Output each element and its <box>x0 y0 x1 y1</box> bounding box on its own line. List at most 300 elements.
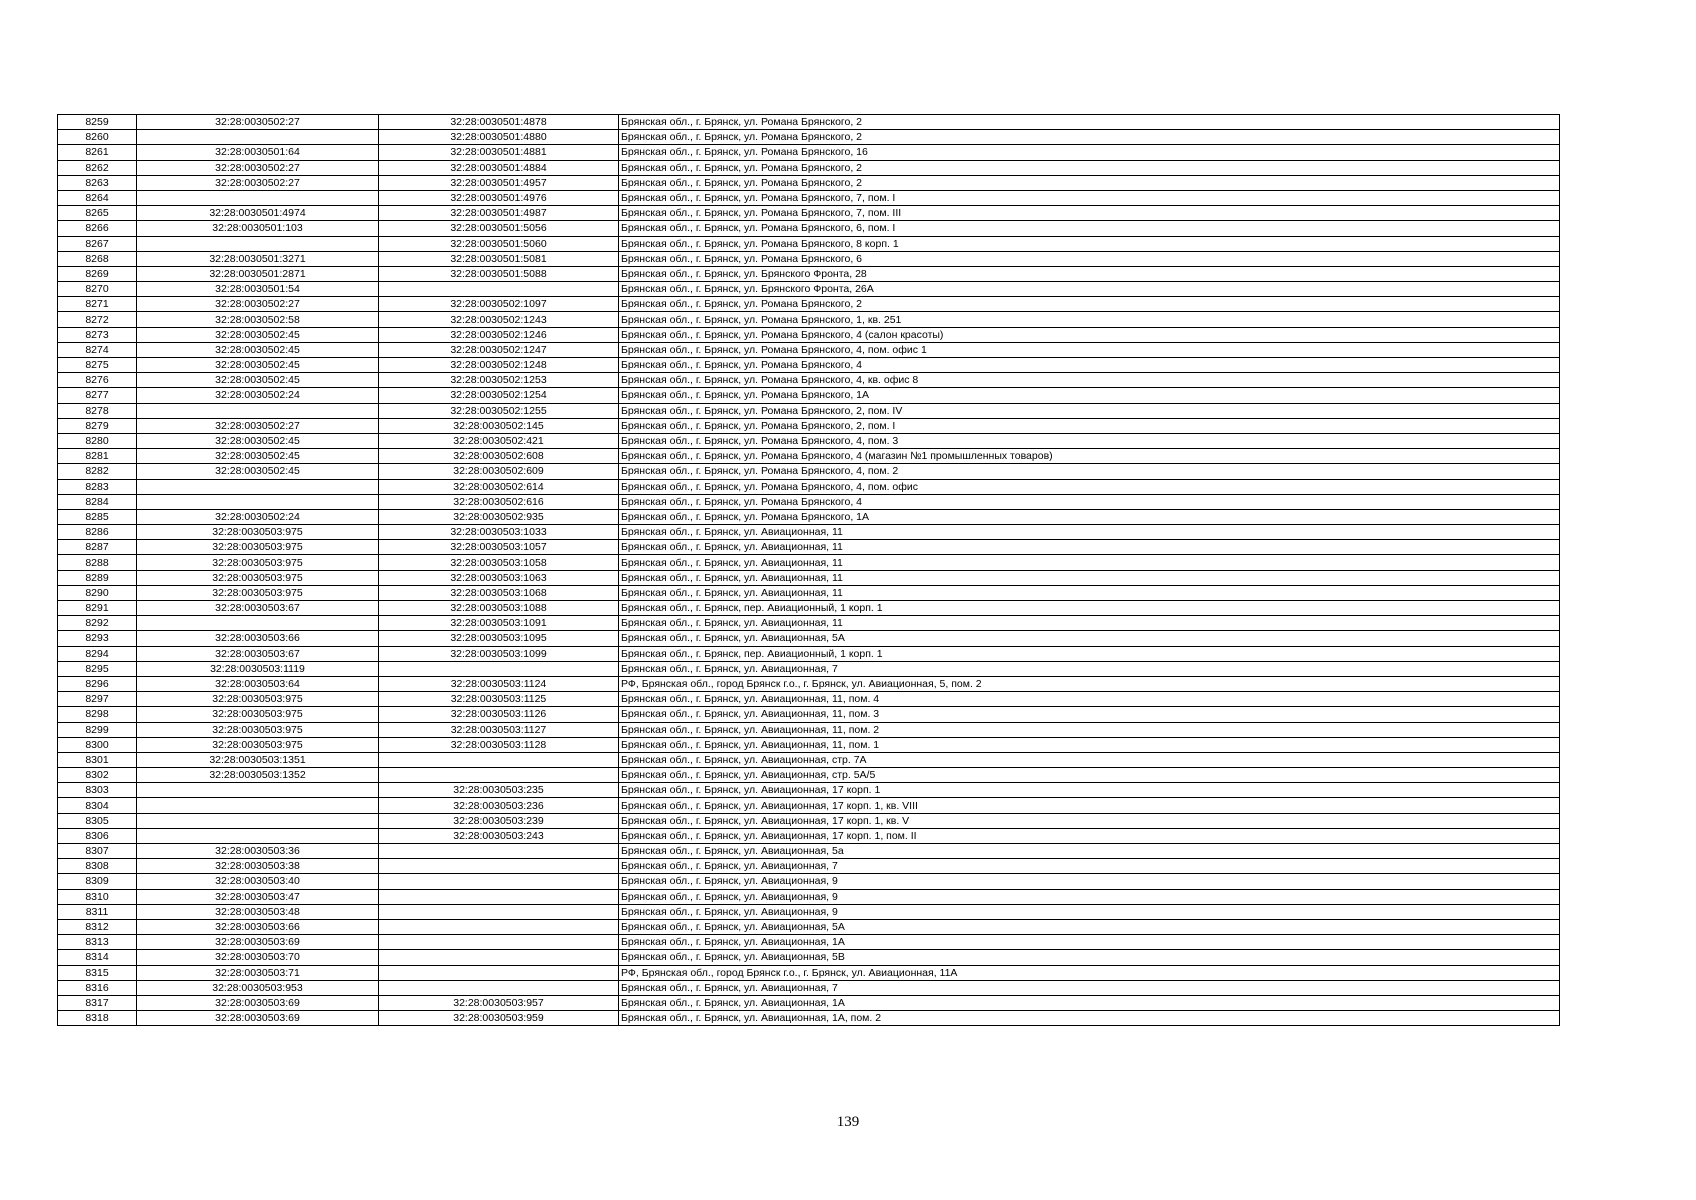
table-row <box>58 783 1560 798</box>
address-cell: Брянская обл., г. Брянск, ул. Романа Брянского, 4 (салон красоты) <box>619 327 1560 342</box>
cadastral-number-cell <box>379 859 619 874</box>
row-number-cell: 8305 <box>58 813 137 828</box>
parent-cadastral-number-cell: 32:28:0030503:69 <box>137 995 379 1010</box>
table-row <box>58 707 1560 722</box>
address-cell: Брянская обл., г. Брянск, ул. Авиационная, 5А <box>619 631 1560 646</box>
parent-cadastral-number-cell: 32:28:0030502:24 <box>137 509 379 524</box>
cadastral-number-cell: 32:28:0030503:1091 <box>379 616 619 631</box>
address-cell: Брянская обл., г. Брянск, ул. Романа Брянского, 2 <box>619 175 1560 190</box>
address-cell: Брянская обл., г. Брянск, ул. Романа Брянского, 2 <box>619 297 1560 312</box>
cadastral-number-cell: 32:28:0030501:4880 <box>379 130 619 145</box>
parent-cadastral-number-cell: 32:28:0030502:45 <box>137 464 379 479</box>
cadastral-number-cell: 32:28:0030503:1099 <box>379 646 619 661</box>
table-row <box>58 403 1560 418</box>
parent-cadastral-number-cell: 32:28:0030503:47 <box>137 889 379 904</box>
cadastral-number-cell <box>379 844 619 859</box>
address-cell: Брянская обл., г. Брянск, ул. Романа Брянского, 4, пом. 3 <box>619 433 1560 448</box>
parent-cadastral-number-cell: 32:28:0030503:953 <box>137 980 379 995</box>
row-number-cell: 8309 <box>58 874 137 889</box>
address-cell: Брянская обл., г. Брянск, ул. Романа Брянского, 1А <box>619 388 1560 403</box>
parent-cadastral-number-cell: 32:28:0030503:36 <box>137 844 379 859</box>
table-row <box>58 479 1560 494</box>
address-cell: Брянская обл., г. Брянск, ул. Романа Брянского, 4 <box>619 494 1560 509</box>
address-cell: Брянская обл., г. Брянск, ул. Авиационная, 1А <box>619 995 1560 1010</box>
cadastral-number-cell: 32:28:0030501:4987 <box>379 206 619 221</box>
parent-cadastral-number-cell: 32:28:0030503:69 <box>137 1011 379 1026</box>
row-number-cell: 8302 <box>58 768 137 783</box>
cadastral-number-cell: 32:28:0030501:4957 <box>379 175 619 190</box>
parent-cadastral-number-cell: 32:28:0030503:975 <box>137 555 379 570</box>
address-cell: Брянская обл., г. Брянск, ул. Романа Брянского, 4 <box>619 358 1560 373</box>
cadastral-number-cell: 32:28:0030502:1253 <box>379 373 619 388</box>
row-number-cell: 8313 <box>58 935 137 950</box>
table-row <box>58 251 1560 266</box>
row-number-cell: 8300 <box>58 737 137 752</box>
row-number-cell: 8282 <box>58 464 137 479</box>
cadastral-number-cell: 32:28:0030501:4976 <box>379 190 619 205</box>
parent-cadastral-number-cell: 32:28:0030501:2871 <box>137 266 379 281</box>
address-cell: Брянская обл., г. Брянск, пер. Авиационный, 1 корп. 1 <box>619 601 1560 616</box>
table-row <box>58 115 1560 130</box>
table-row <box>58 206 1560 221</box>
address-cell: Брянская обл., г. Брянск, ул. Авиационная, 11, пом. 1 <box>619 737 1560 752</box>
table-row <box>58 813 1560 828</box>
row-number-cell: 8308 <box>58 859 137 874</box>
cadastral-number-cell: 32:28:0030503:1127 <box>379 722 619 737</box>
parent-cadastral-number-cell: 32:28:0030503:67 <box>137 646 379 661</box>
table-row <box>58 373 1560 388</box>
row-number-cell: 8273 <box>58 327 137 342</box>
row-number-cell: 8268 <box>58 251 137 266</box>
parent-cadastral-number-cell: 32:28:0030501:103 <box>137 221 379 236</box>
table-row <box>58 676 1560 691</box>
row-number-cell: 8288 <box>58 555 137 570</box>
row-number-cell: 8276 <box>58 373 137 388</box>
parent-cadastral-number-cell: 32:28:0030502:58 <box>137 312 379 327</box>
table-row <box>58 327 1560 342</box>
cadastral-number-cell: 32:28:0030502:1097 <box>379 297 619 312</box>
cadastral-number-cell: 32:28:0030502:616 <box>379 494 619 509</box>
cadastral-table <box>57 114 1560 1026</box>
cadastral-number-cell: 32:28:0030501:5081 <box>379 251 619 266</box>
cadastral-number-cell <box>379 889 619 904</box>
row-number-cell: 8292 <box>58 616 137 631</box>
address-cell: Брянская обл., г. Брянск, ул. Романа Брянского, 4, пом. офис <box>619 479 1560 494</box>
table-row <box>58 768 1560 783</box>
address-cell: Брянская обл., г. Брянск, ул. Авиационная, 11, пом. 4 <box>619 692 1560 707</box>
address-cell: Брянская обл., г. Брянск, ул. Авиационная, 11, пом. 3 <box>619 707 1560 722</box>
parent-cadastral-number-cell: 32:28:0030502:45 <box>137 358 379 373</box>
row-number-cell: 8312 <box>58 919 137 934</box>
address-cell: Брянская обл., г. Брянск, ул. Авиационная, стр. 5А/5 <box>619 768 1560 783</box>
cadastral-number-cell: 32:28:0030502:609 <box>379 464 619 479</box>
address-cell: Брянская обл., г. Брянск, пер. Авиационный, 1 корп. 1 <box>619 646 1560 661</box>
parent-cadastral-number-cell: 32:28:0030502:45 <box>137 433 379 448</box>
parent-cadastral-number-cell: 32:28:0030502:27 <box>137 115 379 130</box>
parent-cadastral-number-cell: 32:28:0030501:64 <box>137 145 379 160</box>
address-cell: Брянская обл., г. Брянск, ул. Романа Брянского, 2 <box>619 130 1560 145</box>
address-cell: Брянская обл., г. Брянск, ул. Романа Брянского, 16 <box>619 145 1560 160</box>
table-row <box>58 919 1560 934</box>
cadastral-number-cell: 32:28:0030503:235 <box>379 783 619 798</box>
table-row <box>58 494 1560 509</box>
table-row <box>58 236 1560 251</box>
cadastral-number-cell: 32:28:0030503:1063 <box>379 570 619 585</box>
row-number-cell: 8279 <box>58 418 137 433</box>
table-body <box>58 115 1560 1026</box>
cadastral-number-cell: 32:28:0030503:1058 <box>379 555 619 570</box>
row-number-cell: 8264 <box>58 190 137 205</box>
row-number-cell: 8291 <box>58 601 137 616</box>
cadastral-number-cell: 32:28:0030503:957 <box>379 995 619 1010</box>
row-number-cell: 8260 <box>58 130 137 145</box>
table-row <box>58 692 1560 707</box>
row-number-cell: 8259 <box>58 115 137 130</box>
parent-cadastral-number-cell: 32:28:0030503:66 <box>137 631 379 646</box>
address-cell: Брянская обл., г. Брянск, ул. Романа Брянского, 7, пом. I <box>619 190 1560 205</box>
address-cell: Брянская обл., г. Брянск, ул. Авиационная, 17 корп. 1, кв. V <box>619 813 1560 828</box>
address-cell: Брянская обл., г. Брянск, ул. Авиационная, 1А <box>619 935 1560 950</box>
parent-cadastral-number-cell: 32:28:0030503:975 <box>137 692 379 707</box>
row-number-cell: 8267 <box>58 236 137 251</box>
table-row <box>58 965 1560 980</box>
table-row <box>58 844 1560 859</box>
cadastral-number-cell: 32:28:0030503:1095 <box>379 631 619 646</box>
table-row <box>58 160 1560 175</box>
cadastral-number-cell: 32:28:0030502:1247 <box>379 342 619 357</box>
table-row <box>58 904 1560 919</box>
parent-cadastral-number-cell: 32:28:0030503:975 <box>137 737 379 752</box>
table-row <box>58 525 1560 540</box>
row-number-cell: 8298 <box>58 707 137 722</box>
table-row <box>58 874 1560 889</box>
table-row <box>58 145 1560 160</box>
table-row <box>58 190 1560 205</box>
table-row <box>58 889 1560 904</box>
address-cell: Брянская обл., г. Брянск, ул. Авиационная, 1А, пом. 2 <box>619 1011 1560 1026</box>
table-row <box>58 950 1560 965</box>
row-number-cell: 8306 <box>58 828 137 843</box>
row-number-cell: 8284 <box>58 494 137 509</box>
row-number-cell: 8307 <box>58 844 137 859</box>
parent-cadastral-number-cell: 32:28:0030501:4974 <box>137 206 379 221</box>
address-cell: Брянская обл., г. Брянск, ул. Авиационная, 17 корп. 1, кв. VIII <box>619 798 1560 813</box>
cadastral-number-cell: 32:28:0030503:243 <box>379 828 619 843</box>
cadastral-number-cell: 32:28:0030503:1125 <box>379 692 619 707</box>
parent-cadastral-number-cell: 32:28:0030503:975 <box>137 570 379 585</box>
address-cell: Брянская обл., г. Брянск, ул. Романа Брянского, 4, кв. офис 8 <box>619 373 1560 388</box>
address-cell: Брянская обл., г. Брянск, ул. Авиационная, 11 <box>619 525 1560 540</box>
parent-cadastral-number-cell <box>137 479 379 494</box>
address-cell: Брянская обл., г. Брянск, ул. Авиационная, 5А <box>619 919 1560 934</box>
cadastral-number-cell: 32:28:0030503:239 <box>379 813 619 828</box>
address-cell: Брянская обл., г. Брянск, ул. Романа Брянского, 4, пом. офис 1 <box>619 342 1560 357</box>
address-cell: РФ, Брянская обл., город Брянск г.о., г. Брянск, ул. Авиационная, 5, пом. 2 <box>619 676 1560 691</box>
parent-cadastral-number-cell: 32:28:0030501:3271 <box>137 251 379 266</box>
address-cell: Брянская обл., г. Брянск, ул. Романа Брянского, 1, кв. 251 <box>619 312 1560 327</box>
cadastral-number-cell: 32:28:0030502:1248 <box>379 358 619 373</box>
address-cell: Брянская обл., г. Брянск, ул. Авиационная, 11, пом. 2 <box>619 722 1560 737</box>
row-number-cell: 8262 <box>58 160 137 175</box>
table-row <box>58 342 1560 357</box>
parent-cadastral-number-cell: 32:28:0030503:1352 <box>137 768 379 783</box>
table-row <box>58 828 1560 843</box>
parent-cadastral-number-cell <box>137 813 379 828</box>
parent-cadastral-number-cell: 32:28:0030503:1351 <box>137 752 379 767</box>
cadastral-number-cell: 32:28:0030502:1246 <box>379 327 619 342</box>
address-cell: Брянская обл., г. Брянск, ул. Авиационная, 7 <box>619 859 1560 874</box>
row-number-cell: 8275 <box>58 358 137 373</box>
parent-cadastral-number-cell <box>137 783 379 798</box>
address-cell: Брянская обл., г. Брянск, ул. Авиационная, стр. 7А <box>619 752 1560 767</box>
row-number-cell: 8315 <box>58 965 137 980</box>
row-number-cell: 8303 <box>58 783 137 798</box>
table-row <box>58 570 1560 585</box>
row-number-cell: 8270 <box>58 282 137 297</box>
row-number-cell: 8287 <box>58 540 137 555</box>
table-row <box>58 418 1560 433</box>
row-number-cell: 8318 <box>58 1011 137 1026</box>
cadastral-number-cell: 32:28:0030502:935 <box>379 509 619 524</box>
table-row <box>58 464 1560 479</box>
row-number-cell: 8316 <box>58 980 137 995</box>
address-cell: Брянская обл., г. Брянск, ул. Авиационная, 5а <box>619 844 1560 859</box>
row-number-cell: 8285 <box>58 509 137 524</box>
address-cell: Брянская обл., г. Брянск, ул. Романа Брянского, 4, пом. 2 <box>619 464 1560 479</box>
cadastral-number-cell: 32:28:0030503:1128 <box>379 737 619 752</box>
parent-cadastral-number-cell <box>137 190 379 205</box>
address-cell: Брянская обл., г. Брянск, ул. Авиационная, 9 <box>619 874 1560 889</box>
table-row <box>58 980 1560 995</box>
cadastral-number-cell <box>379 980 619 995</box>
cadastral-number-cell: 32:28:0030502:608 <box>379 449 619 464</box>
table-row <box>58 646 1560 661</box>
parent-cadastral-number-cell: 32:28:0030503:40 <box>137 874 379 889</box>
address-cell: Брянская обл., г. Брянск, ул. Авиационная, 17 корп. 1, пом. II <box>619 828 1560 843</box>
cadastral-number-cell <box>379 282 619 297</box>
cadastral-number-cell: 32:28:0030503:236 <box>379 798 619 813</box>
table-row <box>58 737 1560 752</box>
parent-cadastral-number-cell: 32:28:0030503:1119 <box>137 661 379 676</box>
cadastral-number-cell: 32:28:0030503:1088 <box>379 601 619 616</box>
row-number-cell: 8304 <box>58 798 137 813</box>
row-number-cell: 8310 <box>58 889 137 904</box>
table-row <box>58 555 1560 570</box>
address-cell: РФ, Брянская обл., город Брянск г.о., г. Брянск, ул. Авиационная, 11А <box>619 965 1560 980</box>
parent-cadastral-number-cell: 32:28:0030503:48 <box>137 904 379 919</box>
parent-cadastral-number-cell: 32:28:0030502:45 <box>137 449 379 464</box>
cadastral-number-cell <box>379 950 619 965</box>
table-row <box>58 282 1560 297</box>
address-cell: Брянская обл., г. Брянск, ул. Авиационная, 11 <box>619 585 1560 600</box>
cadastral-number-cell: 32:28:0030502:614 <box>379 479 619 494</box>
parent-cadastral-number-cell <box>137 130 379 145</box>
parent-cadastral-number-cell <box>137 798 379 813</box>
parent-cadastral-number-cell: 32:28:0030503:64 <box>137 676 379 691</box>
table-row <box>58 616 1560 631</box>
cadastral-number-cell: 32:28:0030503:959 <box>379 1011 619 1026</box>
cadastral-number-cell <box>379 935 619 950</box>
parent-cadastral-number-cell: 32:28:0030501:54 <box>137 282 379 297</box>
table-row <box>58 661 1560 676</box>
parent-cadastral-number-cell: 32:28:0030503:975 <box>137 540 379 555</box>
row-number-cell: 8295 <box>58 661 137 676</box>
address-cell: Брянская обл., г. Брянск, ул. Авиационная, 7 <box>619 980 1560 995</box>
address-cell: Брянская обл., г. Брянск, ул. Авиационная, 11 <box>619 555 1560 570</box>
cadastral-number-cell: 32:28:0030502:145 <box>379 418 619 433</box>
cadastral-number-cell: 32:28:0030503:1057 <box>379 540 619 555</box>
cadastral-number-cell: 32:28:0030503:1033 <box>379 525 619 540</box>
row-number-cell: 8272 <box>58 312 137 327</box>
row-number-cell: 8283 <box>58 479 137 494</box>
address-cell: Брянская обл., г. Брянск, ул. Романа Брянского, 8 корп. 1 <box>619 236 1560 251</box>
parent-cadastral-number-cell <box>137 236 379 251</box>
parent-cadastral-number-cell <box>137 403 379 418</box>
table-row <box>58 722 1560 737</box>
address-cell: Брянская обл., г. Брянск, ул. Брянского Фронта, 28 <box>619 266 1560 281</box>
row-number-cell: 8286 <box>58 525 137 540</box>
row-number-cell: 8277 <box>58 388 137 403</box>
row-number-cell: 8301 <box>58 752 137 767</box>
table-row <box>58 175 1560 190</box>
table-row <box>58 221 1560 236</box>
parent-cadastral-number-cell: 32:28:0030503:67 <box>137 601 379 616</box>
table-row <box>58 388 1560 403</box>
table-row <box>58 631 1560 646</box>
table-row <box>58 312 1560 327</box>
parent-cadastral-number-cell: 32:28:0030502:24 <box>137 388 379 403</box>
cadastral-number-cell <box>379 661 619 676</box>
address-cell: Брянская обл., г. Брянск, ул. Романа Брянского, 7, пом. III <box>619 206 1560 221</box>
address-cell: Брянская обл., г. Брянск, ул. Авиационная, 17 корп. 1 <box>619 783 1560 798</box>
cadastral-number-cell <box>379 919 619 934</box>
cadastral-number-cell: 32:28:0030502:421 <box>379 433 619 448</box>
row-number-cell: 8296 <box>58 676 137 691</box>
row-number-cell: 8297 <box>58 692 137 707</box>
parent-cadastral-number-cell: 32:28:0030502:27 <box>137 418 379 433</box>
cadastral-number-cell: 32:28:0030502:1243 <box>379 312 619 327</box>
table-row <box>58 509 1560 524</box>
table-row <box>58 798 1560 813</box>
table-row <box>58 449 1560 464</box>
cadastral-number-cell: 32:28:0030502:1254 <box>379 388 619 403</box>
table-row <box>58 540 1560 555</box>
parent-cadastral-number-cell: 32:28:0030502:45 <box>137 342 379 357</box>
cadastral-number-cell: 32:28:0030501:5056 <box>379 221 619 236</box>
address-cell: Брянская обл., г. Брянск, ул. Авиационная, 11 <box>619 616 1560 631</box>
cadastral-number-cell <box>379 874 619 889</box>
address-cell: Брянская обл., г. Брянск, ул. Авиационная, 9 <box>619 904 1560 919</box>
address-cell: Брянская обл., г. Брянск, ул. Романа Брянского, 2 <box>619 160 1560 175</box>
parent-cadastral-number-cell: 32:28:0030503:975 <box>137 525 379 540</box>
table-row <box>58 297 1560 312</box>
address-cell: Брянская обл., г. Брянск, ул. Романа Брянского, 2 <box>619 115 1560 130</box>
parent-cadastral-number-cell <box>137 494 379 509</box>
address-cell: Брянская обл., г. Брянск, ул. Романа Брянского, 2, пом. I <box>619 418 1560 433</box>
table-row <box>58 935 1560 950</box>
cadastral-number-cell <box>379 904 619 919</box>
row-number-cell: 8266 <box>58 221 137 236</box>
table-row <box>58 266 1560 281</box>
address-cell: Брянская обл., г. Брянск, ул. Романа Брянского, 6, пом. I <box>619 221 1560 236</box>
row-number-cell: 8293 <box>58 631 137 646</box>
address-cell: Брянская обл., г. Брянск, ул. Романа Брянского, 6 <box>619 251 1560 266</box>
cadastral-number-cell: 32:28:0030501:4878 <box>379 115 619 130</box>
parent-cadastral-number-cell: 32:28:0030503:69 <box>137 935 379 950</box>
row-number-cell: 8261 <box>58 145 137 160</box>
table-row <box>58 601 1560 616</box>
parent-cadastral-number-cell: 32:28:0030503:71 <box>137 965 379 980</box>
address-cell: Брянская обл., г. Брянск, ул. Авиационная, 7 <box>619 661 1560 676</box>
row-number-cell: 8278 <box>58 403 137 418</box>
address-cell: Брянская обл., г. Брянск, ул. Романа Брянского, 2, пом. IV <box>619 403 1560 418</box>
address-cell: Брянская обл., г. Брянск, ул. Авиационная, 11 <box>619 570 1560 585</box>
parent-cadastral-number-cell: 32:28:0030502:27 <box>137 297 379 312</box>
address-cell: Брянская обл., г. Брянск, ул. Романа Брянского, 1А <box>619 509 1560 524</box>
row-number-cell: 8271 <box>58 297 137 312</box>
row-number-cell: 8265 <box>58 206 137 221</box>
parent-cadastral-number-cell: 32:28:0030503:66 <box>137 919 379 934</box>
row-number-cell: 8311 <box>58 904 137 919</box>
table-row <box>58 752 1560 767</box>
table-row <box>58 995 1560 1010</box>
row-number-cell: 8290 <box>58 585 137 600</box>
row-number-cell: 8314 <box>58 950 137 965</box>
parent-cadastral-number-cell <box>137 616 379 631</box>
cadastral-number-cell: 32:28:0030501:5088 <box>379 266 619 281</box>
parent-cadastral-number-cell: 32:28:0030502:27 <box>137 175 379 190</box>
cadastral-number-cell: 32:28:0030502:1255 <box>379 403 619 418</box>
address-cell: Брянская обл., г. Брянск, ул. Брянского Фронта, 26А <box>619 282 1560 297</box>
table-row <box>58 358 1560 373</box>
cadastral-number-cell: 32:28:0030503:1124 <box>379 676 619 691</box>
row-number-cell: 8274 <box>58 342 137 357</box>
row-number-cell: 8289 <box>58 570 137 585</box>
parent-cadastral-number-cell: 32:28:0030503:975 <box>137 722 379 737</box>
row-number-cell: 8281 <box>58 449 137 464</box>
cadastral-number-cell <box>379 752 619 767</box>
row-number-cell: 8269 <box>58 266 137 281</box>
table-row <box>58 130 1560 145</box>
row-number-cell: 8263 <box>58 175 137 190</box>
cadastral-number-cell: 32:28:0030503:1068 <box>379 585 619 600</box>
address-cell: Брянская обл., г. Брянск, ул. Романа Брянского, 4 (магазин №1 промышленных товаров) <box>619 449 1560 464</box>
parent-cadastral-number-cell: 32:28:0030502:45 <box>137 327 379 342</box>
cadastral-number-cell: 32:28:0030501:4884 <box>379 160 619 175</box>
parent-cadastral-number-cell: 32:28:0030502:27 <box>137 160 379 175</box>
address-cell: Брянская обл., г. Брянск, ул. Авиационная, 9 <box>619 889 1560 904</box>
address-cell: Брянская обл., г. Брянск, ул. Авиационная, 11 <box>619 540 1560 555</box>
table-row <box>58 585 1560 600</box>
row-number-cell: 8294 <box>58 646 137 661</box>
row-number-cell: 8299 <box>58 722 137 737</box>
row-number-cell: 8317 <box>58 995 137 1010</box>
table-row <box>58 859 1560 874</box>
table-row <box>58 433 1560 448</box>
cadastral-number-cell <box>379 768 619 783</box>
cadastral-number-cell: 32:28:0030503:1126 <box>379 707 619 722</box>
parent-cadastral-number-cell <box>137 828 379 843</box>
table-row <box>58 1011 1560 1026</box>
parent-cadastral-number-cell: 32:28:0030503:70 <box>137 950 379 965</box>
cadastral-number-cell <box>379 965 619 980</box>
cadastral-number-cell: 32:28:0030501:4881 <box>379 145 619 160</box>
parent-cadastral-number-cell: 32:28:0030503:975 <box>137 707 379 722</box>
address-cell: Брянская обл., г. Брянск, ул. Авиационная, 5В <box>619 950 1560 965</box>
parent-cadastral-number-cell: 32:28:0030502:45 <box>137 373 379 388</box>
page-number: 139 <box>836 1114 860 1130</box>
row-number-cell: 8280 <box>58 433 137 448</box>
